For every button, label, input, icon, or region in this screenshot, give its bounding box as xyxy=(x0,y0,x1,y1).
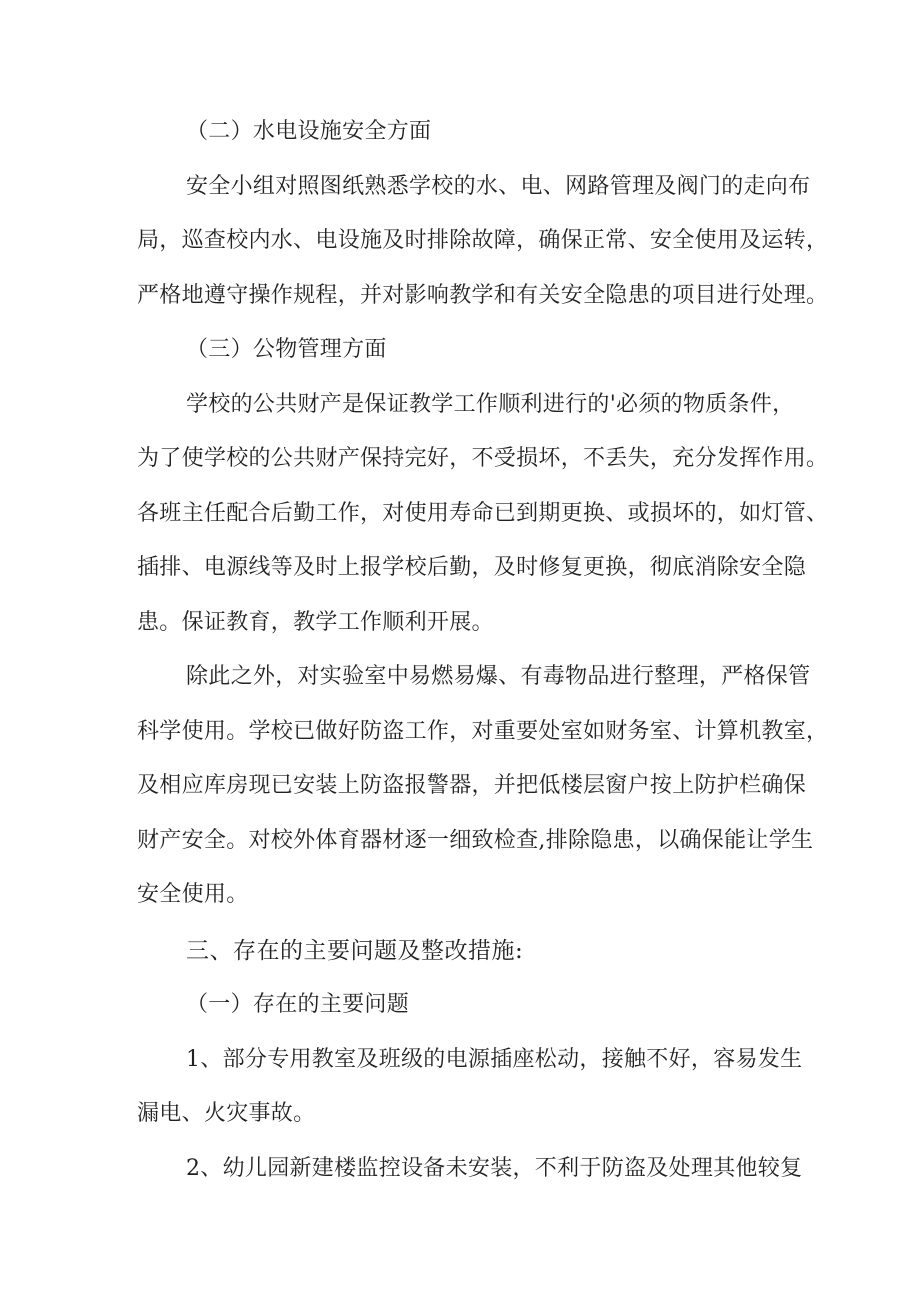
paragraph-line: 严格地遵守操作规程，并对影响教学和有关安全隐患的项目进行处理。 xyxy=(137,283,829,308)
paragraph-line: 安全使用。 xyxy=(137,882,249,907)
paragraph-line: 插排、电源线等及时上报学校后勤，及时修复更换，彻底消除安全隐 xyxy=(137,555,807,580)
subsection-heading-problems: （一）存在的主要问题 xyxy=(186,992,410,1017)
list-item-line: 2、幼儿园新建楼监控设备未安装，不利于防盗及处理其他较复 xyxy=(186,1156,803,1181)
paragraph-line: 学校的公共财产是保证教学工作顺利进行的'必须的物质条件， xyxy=(186,392,795,417)
paragraph-line: 局，巡查校内水、电设施及时排除故障，确保正常、安全使用及运转， xyxy=(137,228,829,253)
section-heading-main-problems: 三、存在的主要问题及整改措施: xyxy=(186,938,524,964)
paragraph-line: 除此之外，对实验室中易燃易爆、有毒物品进行整理，严格保管 xyxy=(186,664,811,689)
section-heading-public-property: （三）公物管理方面 xyxy=(186,337,387,362)
paragraph-line: 科学使用。学校已做好防盗工作，对重要处室如财务室、计算机教室， xyxy=(137,719,829,744)
list-item-line: 1、部分专用教室及班级的电源插座松动，接触不好，容易发生 xyxy=(186,1047,803,1072)
paragraph-line: 及相应库房现已安装上防盗报警器，并把低楼层窗户按上防护栏确保 xyxy=(137,773,807,798)
paragraph-line: 为了使学校的公共财产保持完好，不受损坏，不丢失，充分发挥作用。 xyxy=(137,446,829,471)
section-heading-water-electric: （二）水电设施安全方面 xyxy=(186,119,432,144)
list-item-line: 漏电、火灾事故。 xyxy=(137,1101,316,1126)
paragraph-line: 财产安全。对校外体育器材逐一细致检查,排除隐患，以确保能让学生 xyxy=(137,828,814,853)
paragraph-line: 安全小组对照图纸熟悉学校的水、电、网路管理及阀门的走向布 xyxy=(186,174,811,199)
paragraph-line: 各班主任配合后勤工作，对使用寿命已到期更换、或损坏的，如灯管、 xyxy=(137,501,829,526)
paragraph-line: 患。保证教育，教学工作顺利开展。 xyxy=(137,610,494,635)
